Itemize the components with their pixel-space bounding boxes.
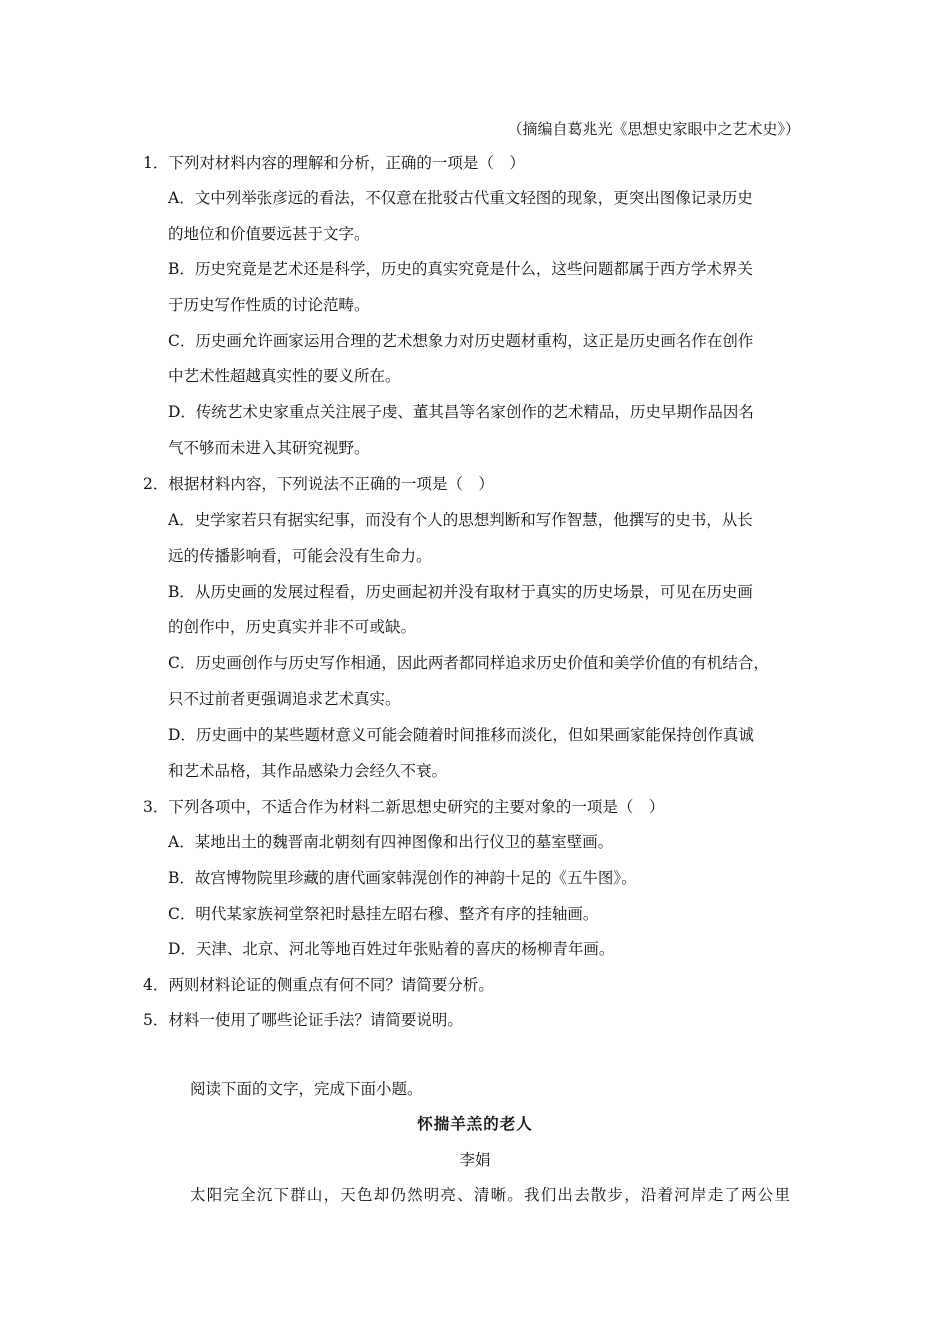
question-4: 4．两则材料论证的侧重点有何不同？请简要分析。	[143, 976, 494, 994]
question-5: 5．材料一使用了哪些论证手法？请简要说明。	[143, 1011, 463, 1029]
question-2-option-d: D．历史画中的某些题材意义可能会随着时间推移而淡化，但如果画家能保持创作真诚	[168, 726, 754, 744]
question-2-option-c-cont: 只不过前者更强调追求艺术真实。	[168, 690, 401, 708]
question-3-option-d: D．天津、北京、河北等地百姓过年张贴着的喜庆的杨柳青年画。	[168, 940, 615, 958]
question-3-option-c: C．明代某家族祠堂祭祀时悬挂左昭右穆、整齐有序的挂轴画。	[168, 905, 599, 923]
question-2-option-b-cont: 的创作中，历史真实并非不可或缺。	[168, 618, 417, 636]
question-1-option-d: D．传统艺术史家重点关注展子虔、董其昌等名家创作的艺术精品，历史早期作品因名	[168, 403, 754, 421]
question-1-option-a: A．文中列举张彦远的看法，不仅意在批驳古代重文轻图的现象，更突出图像记录历史	[168, 189, 753, 207]
question-3-stem: 3．下列各项中，不适合作为材料二新思想史研究的主要对象的一项是（ ）	[143, 798, 665, 816]
question-2-stem: 2．根据材料内容，下列说法不正确的一项是（ ）	[143, 475, 494, 493]
question-2-option-d-cont: 和艺术品格，其作品感染力会经久不衰。	[168, 762, 448, 780]
question-1-option-a-cont: 的地位和价值要远甚于文字。	[168, 225, 370, 243]
question-1-option-b: B．历史究竟是艺术还是科学，历史的真实究竟是什么，这些问题都属于西方学术界关	[168, 260, 753, 278]
question-1-option-c-cont: 中艺术性超越真实性的要义所在。	[168, 367, 401, 385]
story-title: 怀揣羊羔的老人	[417, 1114, 533, 1133]
question-2-option-a-cont: 远的传播影响看，可能会没有生命力。	[168, 547, 432, 565]
question-3-option-b: B．故宫博物院里珍藏的唐代画家韩滉创作的神韵十足的《五牛图》。	[168, 869, 637, 887]
question-2-option-c: C．历史画创作与历史写作相通，因此两者都同样追求历史价值和美学价值的有机结合，	[168, 654, 769, 672]
story-paragraph: 太阳完全沉下群山，天色却仍然明亮、清晰。我们出去散步，沿着河岸走了两公里	[190, 1186, 792, 1204]
question-3-option-a: A．某地出土的魏晋南北朝刻有四神图像和出行仪卫的墓室壁画。	[168, 833, 614, 851]
question-1-stem: 1．下列对材料内容的理解和分析，正确的一项是（ ）	[143, 154, 525, 172]
source-citation: （摘编自葛兆光《思想史家眼中之艺术史》）	[507, 120, 800, 138]
question-1-option-d-cont: 气不够而未进入其研究视野。	[168, 439, 370, 457]
story-author: 李娟	[459, 1151, 491, 1169]
question-2-option-a: A．史学家若只有据实纪事，而没有个人的思想判断和写作智慧，他撰写的史书，从长	[168, 511, 753, 529]
question-1-option-b-cont: 于历史写作性质的讨论范畴。	[168, 296, 370, 314]
reading-instruction: 阅读下面的文字，完成下面小题。	[190, 1080, 423, 1098]
question-2-option-b: B．从历史画的发展过程看，历史画起初并没有取材于真实的历史场景，可见在历史画	[168, 583, 753, 601]
question-1-option-c: C．历史画允许画家运用合理的艺术想象力对历史题材重构，这正是历史画名作在创作	[168, 332, 754, 350]
